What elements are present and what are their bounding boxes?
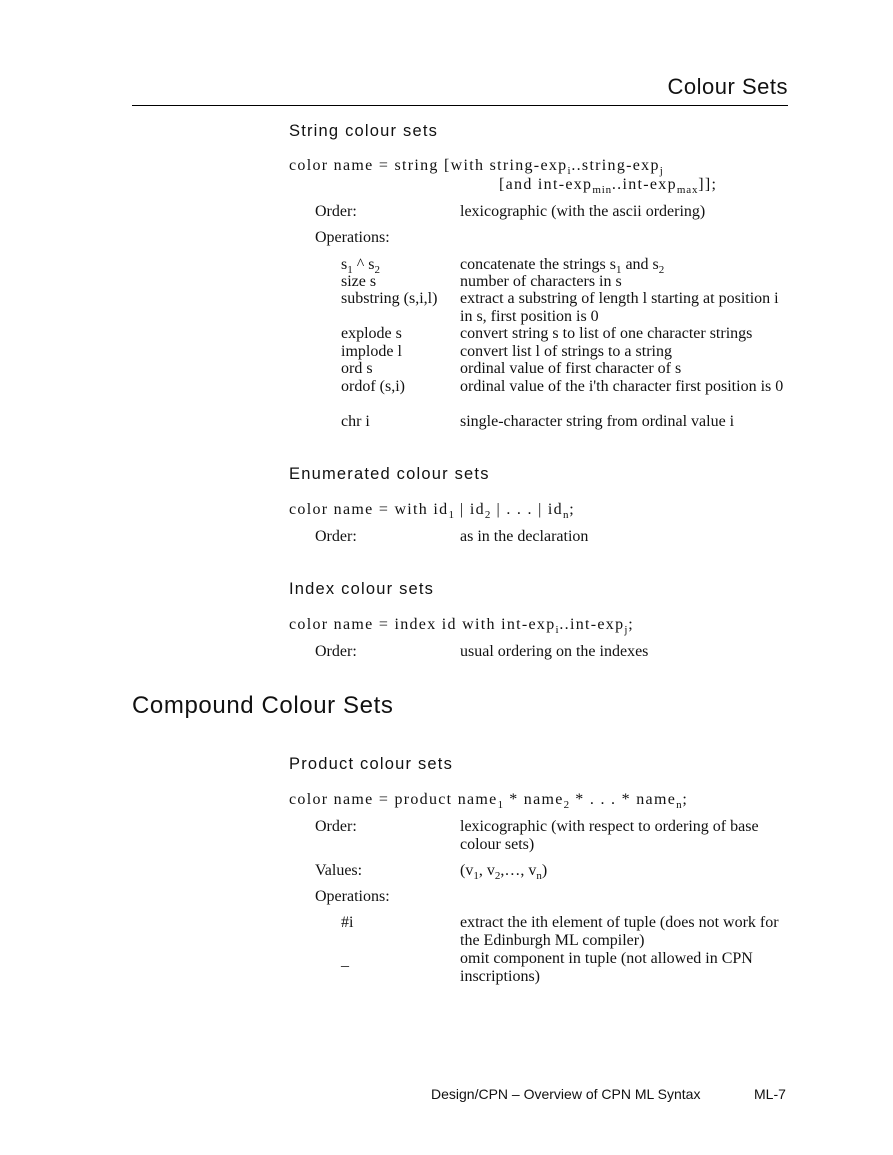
op-substring-name: substring (s,i,l) xyxy=(341,290,438,307)
enumerated-order-value: as in the declaration xyxy=(460,528,589,545)
string-sets-signature-line1: color name = string [with string-$\exp_i..string-\exp_j$ xyxy=(289,157,664,178)
header-rule xyxy=(132,105,788,106)
index-sets-signature: color name = index id with int-$\exp_i..int-\exp_j$; xyxy=(289,616,635,637)
string-order-value: lexicographic (with the ascii ordering) xyxy=(460,203,706,220)
op-ordof-desc: ordinal value of the i'th character first position is 0 xyxy=(460,378,784,395)
product-values-value: ($v_1$, $v_2,\dots$, $v_n$) xyxy=(460,862,548,883)
op-omit-name: _ xyxy=(341,952,349,969)
op-explode-desc: convert string s to list of one character strings xyxy=(460,325,753,342)
string-order-label: Order: xyxy=(315,203,357,220)
op-implode-desc: convert list l of strings to a string xyxy=(460,343,672,360)
index-order-label: Order: xyxy=(315,643,357,660)
index-order-value: usual ordering on the indexes xyxy=(460,643,649,660)
product-values-label: Values: xyxy=(315,862,363,879)
op-implode-name: implode l xyxy=(341,343,402,360)
enumerated-sets-heading: Enumerated colour sets xyxy=(289,465,490,483)
op-ord-name: ord s xyxy=(341,360,373,377)
footer-page-number: ML-7 xyxy=(754,1086,786,1102)
enumerated-order-label: Order: xyxy=(315,528,357,545)
product-operations-label: Operations: xyxy=(315,888,390,905)
op-chr-desc: single-character string from ordinal value i xyxy=(460,413,735,430)
index-sets-heading: Index colour sets xyxy=(289,580,435,598)
enumerated-sets-signature: color name = with $id_1$ | $id_2$ | . . . | $id_n$; xyxy=(289,501,576,522)
product-sets-heading: Product colour sets xyxy=(289,755,454,773)
op-substring-desc: extract a substring of length l starting at position i in s, first position is 0 xyxy=(460,290,779,325)
op-explode-name: explode s xyxy=(341,325,402,342)
string-sets-signature-line2: [and int-$\exp_{min}..int-\exp_{max}$]]; xyxy=(499,176,718,197)
op-tuple-extract-name: #i xyxy=(341,914,354,931)
product-order-label: Order: xyxy=(315,818,357,835)
op-concat-name: $s_1$ ^ $s_2$ xyxy=(341,256,380,277)
op-ordof-name: ordof (s,i) xyxy=(341,378,405,395)
product-sets-signature: color name = product name$_1$ * name$_2$ * . . . * name$_n$; xyxy=(289,791,689,812)
op-size-name: size s xyxy=(341,273,377,290)
string-operations-label: Operations: xyxy=(315,229,390,246)
op-ord-desc: ordinal value of first character of s xyxy=(460,360,682,377)
product-order-value: lexicographic (with respect to ordering of base colour sets) xyxy=(460,818,759,853)
compound-sets-heading: Compound Colour Sets xyxy=(132,692,394,719)
op-chr-name: chr i xyxy=(341,413,370,430)
string-sets-heading: String colour sets xyxy=(289,122,439,140)
page-header-title: Colour Sets xyxy=(667,74,788,99)
footer-document-title: Design/CPN – Overview of CPN ML Syntax xyxy=(431,1086,701,1102)
op-omit-desc: omit component in tuple (not allowed in CPN inscriptions) xyxy=(460,950,753,985)
op-tuple-extract-desc: extract the ith element of tuple (does not work for the Edinburgh ML compiler) xyxy=(460,914,779,949)
op-size-desc: number of characters in s xyxy=(460,273,622,290)
op-concat-desc: concatenate the strings $s_1$ and $s_2$ xyxy=(460,256,665,277)
